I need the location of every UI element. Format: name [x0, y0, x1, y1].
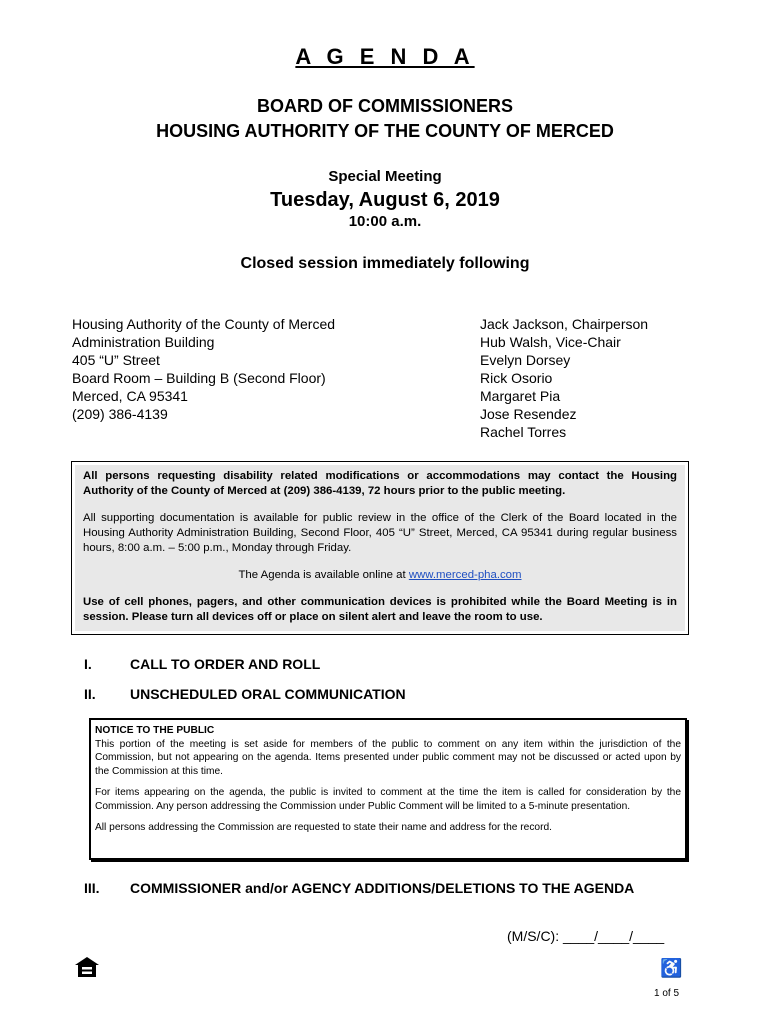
meeting-address [72, 315, 335, 423]
agenda-title: A G E N D A [295, 44, 475, 69]
page-number: 1 of 5 [654, 988, 680, 999]
meeting-date: Tuesday, August 6, 2019 [270, 189, 500, 211]
wheelchair-accessibility-icon: ♿ [660, 958, 683, 978]
documentation-notice: All supporting documentation is available for public review in the office of the Clerk of the Board located in the Housing Authority Administration Building, Second Floor, 405 “U” Street, Merced, CA 95341 during regular business hours, 8:00 a.m. – 5:00 p.m., Monday through Friday. [83, 512, 677, 554]
meeting-time: 10:00 a.m. [348, 213, 422, 230]
address-line: Housing Authority of the County of Merced [72, 316, 336, 332]
online-agenda-prefix: The Agenda is available online at [238, 569, 409, 581]
public-notice-paragraph: For items appearing on the agenda, the public is invited to comment at the time the item is called for consideration by the Commission. Any person addressing the Commission under Public Comment will be limited to a 5-minute presentation. [95, 787, 681, 812]
board-member: Margaret Pia [480, 388, 561, 404]
board-members-list [480, 315, 648, 441]
item-number: III. [84, 880, 100, 896]
meeting-type: Special Meeting [328, 168, 442, 185]
public-notice-paragraph: All persons addressing the Commission are requested to state their name and address for the record. [95, 822, 552, 833]
online-agenda-notice [83, 568, 677, 583]
public-notice-heading: NOTICE TO THE PUBLIC [95, 725, 215, 736]
closed-session-note: Closed session immediately following [240, 255, 530, 272]
item-call-to-order: CALL TO ORDER AND ROLL [130, 656, 321, 672]
item-oral-communication: UNSCHEDULED ORAL COMMUNICATION [130, 686, 406, 702]
address-line: Board Room – Building B (Second Floor) [72, 370, 326, 386]
equal-housing-opportunity-icon [74, 956, 100, 978]
board-title-line1: BOARD OF COMMISSIONERS [256, 96, 513, 116]
board-member: Evelyn Dorsey [480, 352, 571, 368]
website-link[interactable]: www.merced-pha.com [408, 569, 522, 581]
address-line: 405 “U” Street [72, 352, 160, 368]
board-member: Jose Resendez [480, 406, 577, 422]
item-number: I. [84, 656, 92, 672]
board-member: Rick Osorio [480, 370, 553, 386]
vote-line: (M/S/C): ____/____/____ [507, 928, 665, 944]
board-member: Rachel Torres [480, 424, 567, 440]
address-line: (209) 386-4139 [72, 406, 168, 422]
public-notice-paragraph: This portion of the meeting is set aside for members of the public to comment on any item within the jurisdiction of the Commission, but not appearing on the agenda. Items presented under public comment may not be discussed or acted upon by the Commission at this time. [95, 738, 681, 777]
accessibility-notice-box [71, 461, 689, 635]
address-line: Administration Building [72, 334, 215, 350]
item-additions-deletions: COMMISSIONER and/or AGENCY ADDITIONS/DELETIONS TO THE AGENDA [130, 880, 635, 896]
public-notice-box [89, 718, 687, 860]
cell-phone-notice: Use of cell phones, pagers, and other communication devices is prohibited while the Board Meeting is in session. Please turn all devices off or place on silent alert and leave the room to use. [83, 596, 677, 623]
disability-notice: All persons requesting disability related modifications or accommodations may contact the Housing Authority of the County of Merced at (209) 386-4139, 72 hours prior to the public meeting. [83, 470, 677, 497]
board-member: Hub Walsh, Vice-Chair [480, 334, 621, 350]
board-member: Jack Jackson, Chairperson [480, 316, 649, 332]
item-number: II. [84, 686, 96, 702]
board-title-line2: HOUSING AUTHORITY OF THE COUNTY OF MERCED [156, 121, 614, 141]
address-line: Merced, CA 95341 [72, 388, 188, 404]
